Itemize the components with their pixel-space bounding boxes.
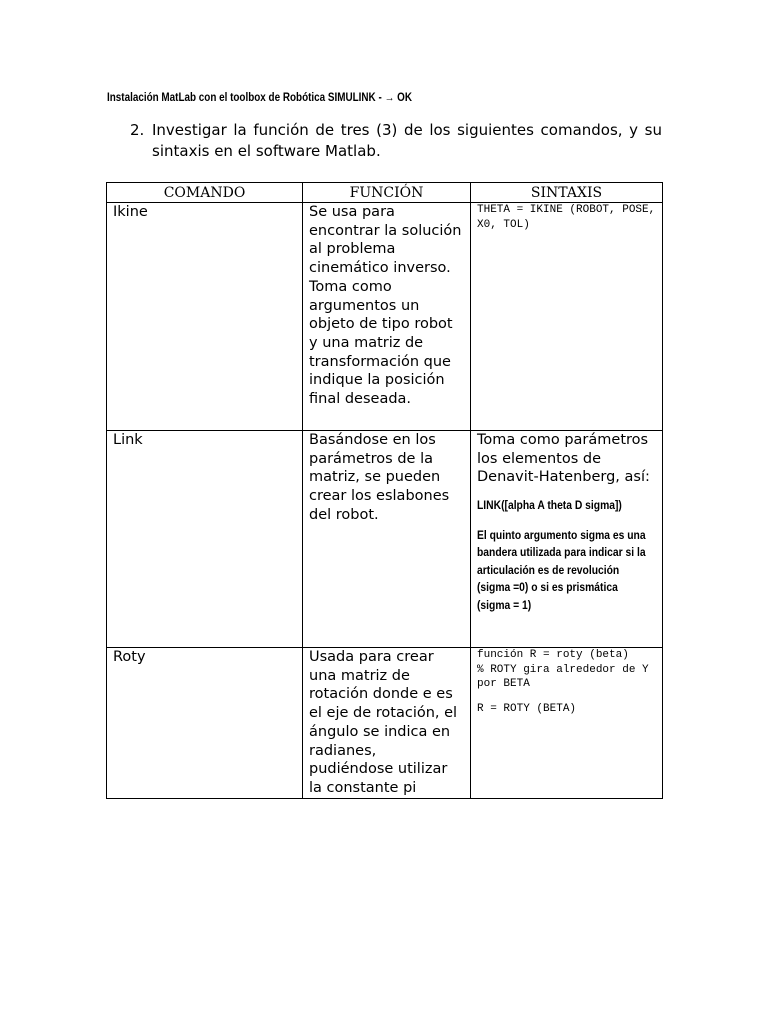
document-heading: Instalación MatLab con el toolbox de Robótica SIMULINK - → OK bbox=[107, 92, 412, 104]
syntax-signature: LINK([alpha A theta D sigma]) bbox=[477, 498, 622, 513]
cell-funcion: Usada para crear una matriz de rotación donde e es el eje de rotación, el ángulo se indica en radianes, pudiéndose utilizar la constante pi bbox=[303, 648, 471, 799]
syntax-note: El quinto argumento sigma es una bandera utilizada para indicar si la articulación es de revolución (sigma =0) o si es prismática (sigma = 1) bbox=[477, 527, 646, 612]
header-comando: COMANDO bbox=[107, 183, 303, 203]
syntax-code: R = ROTY (BETA) bbox=[477, 702, 577, 715]
table-row bbox=[107, 431, 663, 648]
cell-sintaxis bbox=[471, 648, 663, 799]
table-header-row bbox=[107, 183, 663, 203]
commands-table bbox=[106, 182, 663, 799]
numbered-item bbox=[130, 120, 662, 162]
cell-comando: Ikine bbox=[107, 203, 303, 431]
header-funcion: FUNCIÓN bbox=[303, 183, 471, 203]
item-text: Investigar la función de tres (3) de los siguientes comandos, y su sintaxis en el software Matlab. bbox=[152, 121, 662, 160]
cell-funcion: Se usa para encontrar la solución al problema cinemático inverso. Toma como argumentos un objeto de tipo robot y una matriz de transformación que indique la posición final deseada. bbox=[303, 203, 471, 431]
table-row bbox=[107, 203, 663, 431]
item-number: 2. bbox=[130, 121, 145, 139]
syntax-description: Toma como parámetros los elementos de Denavit-Hatenberg, así: bbox=[477, 432, 650, 486]
cell-funcion: Basándose en los parámetros de la matriz, se pueden crear los eslabones del robot. bbox=[303, 431, 471, 648]
syntax-code: THETA = IKINE (ROBOT, POSE, X0, TOL) bbox=[477, 204, 662, 231]
cell-comando: Roty bbox=[107, 648, 303, 799]
cell-sintaxis bbox=[471, 431, 663, 648]
cell-sintaxis bbox=[471, 203, 663, 431]
header-sintaxis: SINTAXIS bbox=[471, 183, 663, 203]
table-row bbox=[107, 648, 663, 799]
syntax-code: función R = roty (beta) % ROTY gira alrededor de Y por BETA bbox=[477, 649, 649, 690]
syntax-details bbox=[477, 497, 653, 614]
cell-comando: Link bbox=[107, 431, 303, 648]
